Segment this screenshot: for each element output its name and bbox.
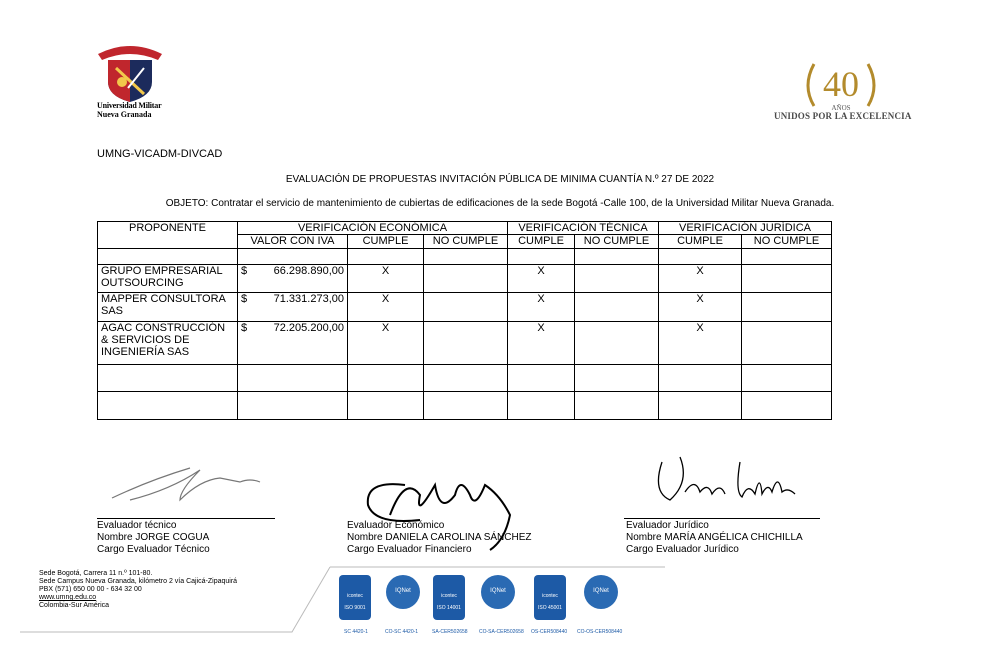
address-line5: Colombia-Sur América	[39, 602, 110, 609]
currency-symbol: $	[241, 322, 248, 334]
tec-cumple-cell: X	[508, 293, 575, 322]
eco-cumple-cell: X	[348, 322, 424, 365]
tec-no-cumple-cell	[575, 293, 659, 322]
header-valor: VALOR CON IVA	[238, 235, 348, 249]
cargo-economico: Cargo Evaluador Financiero	[347, 544, 472, 555]
university-name-line2: Nueva Granada	[97, 110, 152, 119]
jur-cumple-cell: X	[659, 322, 742, 365]
cert-code: SC 4420-1	[344, 629, 368, 635]
header-tec-no-cumple: NO CUMPLE	[575, 235, 659, 249]
name-economico: Nombre DANIELA CAROLINA SÁNCHEZ	[347, 532, 532, 543]
currency-symbol: $	[241, 265, 248, 277]
anniversary-number: 40	[823, 64, 859, 104]
cert-code: CO-SA-CER502658	[479, 629, 524, 635]
name-tecnico: Nombre JORGE COGUA	[97, 532, 210, 543]
iqnet-badge-2: IQNet	[481, 575, 515, 609]
eco-no-cumple-cell	[424, 293, 508, 322]
signature-tecnico	[110, 460, 270, 505]
table-empty-row	[98, 392, 832, 420]
cert-code: CO-OS-CER508440	[577, 629, 623, 635]
address-line1: Sede Bogotá, Carrera 11 n.º 101-80.	[39, 570, 153, 577]
valor-amount: 66.298.890,00	[273, 265, 344, 277]
table-row	[98, 322, 832, 365]
table-header-row	[98, 222, 832, 235]
valor-cell	[238, 265, 348, 293]
jur-no-cumple-cell	[742, 265, 832, 293]
table-spacer-row	[98, 249, 832, 265]
valor-amount: 71.331.273,00	[273, 293, 344, 305]
proponente-cell: MAPPER CONSULTORA SAS	[98, 293, 238, 322]
jur-no-cumple-cell	[742, 293, 832, 322]
header-tec-cumple: CUMPLE	[508, 235, 575, 249]
address-line3: PBX (571) 650 00 00 - 634 32 00	[39, 586, 142, 593]
name-juridico: Nombre MARÍA ANGÉLICA CHICHILLA	[626, 532, 803, 543]
header-verificacion-juridica: VERIFICACIÓN JURÍDICA	[659, 222, 832, 235]
table-row	[98, 293, 832, 322]
proponente-cell: GRUPO EMPRESARIAL OUTSOURCING	[98, 265, 238, 293]
document-objeto: OBJETO: Contratar el servicio de mantenimiento de cubiertas de edificaciones de la sede Bogotá -Calle 100, de la Universidad Militar Nueva Granada.	[165, 198, 835, 209]
header-verificacion-economica: VERIFICACIÓN ECONÓMICA	[238, 222, 508, 235]
cert-code: CO-SC 4420-1	[385, 629, 419, 635]
anniversary-40-logo	[800, 56, 882, 116]
valor-cell	[238, 293, 348, 322]
header-eco-no-cumple: NO CUMPLE	[424, 235, 508, 249]
header-jur-cumple: CUMPLE	[659, 235, 742, 249]
iqnet-badge-1: IQNet	[386, 575, 420, 609]
signature-line-juridico	[624, 518, 820, 519]
header-verificacion-tecnica: VERIFICACIÓN TÉCNICA	[508, 222, 659, 235]
signature-block-economico	[347, 520, 532, 556]
cert-code: SA-CER502658	[432, 629, 468, 635]
icontec-iso9001-badge: icontec ISO 9001	[339, 575, 371, 620]
proponente-cell: AGAC CONSTRUCCIÓN & SERVICIOS DE INGENIERÍA SAS	[98, 322, 238, 365]
role-juridico: Evaluador Jurídico	[626, 520, 709, 531]
cargo-juridico: Cargo Evaluador Jurídico	[626, 544, 739, 555]
iqnet-badge-3: IQNet	[584, 575, 618, 609]
header-proponente: PROPONENTE	[98, 222, 238, 249]
role-tecnico: Evaluador técnico	[97, 520, 177, 531]
header-jur-no-cumple: NO CUMPLE	[742, 235, 832, 249]
eco-cumple-cell: X	[348, 293, 424, 322]
footer-address	[39, 570, 237, 610]
document-title: EVALUACIÓN DE PROPUESTAS INVITACIÓN PÚBLICA DE MINIMA CUANTÍA N.º 27 DE 2022	[285, 174, 715, 185]
university-name-line1: Universidad Militar	[97, 101, 162, 110]
eco-no-cumple-cell	[424, 265, 508, 293]
document-reference: UMNG-VICADM-DIVCAD	[97, 148, 223, 160]
header-eco-cumple: CUMPLE	[348, 235, 424, 249]
address-line2: Sede Campus Nueva Granada, kilómetro 2 vía Cajicá-Zipaquirá	[39, 578, 238, 585]
tec-cumple-cell: X	[508, 322, 575, 365]
signature-block-tecnico	[97, 520, 210, 556]
currency-symbol: $	[241, 293, 248, 305]
signature-line-tecnico	[97, 518, 275, 519]
icontec-iso45001-badge: icontec ISO 45001	[534, 575, 566, 620]
role-economico: Evaluador Económico	[347, 520, 445, 531]
anniversary-word: AÑOS	[831, 104, 851, 112]
jur-cumple-cell: X	[659, 293, 742, 322]
table-empty-row	[98, 365, 832, 392]
cargo-tecnico: Cargo Evaluador Técnico	[97, 544, 210, 555]
evaluation-table	[97, 221, 832, 420]
slogan: UNIDOS POR LA EXCELENCIA	[774, 111, 912, 121]
eco-cumple-cell: X	[348, 265, 424, 293]
table-row	[98, 265, 832, 293]
jur-no-cumple-cell	[742, 322, 832, 365]
cert-code: OS-CER508440	[531, 629, 568, 635]
jur-cumple-cell: X	[659, 265, 742, 293]
tec-no-cumple-cell	[575, 265, 659, 293]
signature-juridico	[650, 452, 800, 512]
tec-no-cumple-cell	[575, 322, 659, 365]
tec-cumple-cell: X	[508, 265, 575, 293]
valor-cell	[238, 322, 348, 365]
website-link[interactable]: www.umng.edu.co	[39, 594, 97, 601]
signature-block-juridico	[626, 520, 803, 556]
icontec-iso14001-badge: icontec ISO 14001	[433, 575, 465, 620]
eco-no-cumple-cell	[424, 322, 508, 365]
valor-amount: 72.205.200,00	[273, 322, 344, 334]
